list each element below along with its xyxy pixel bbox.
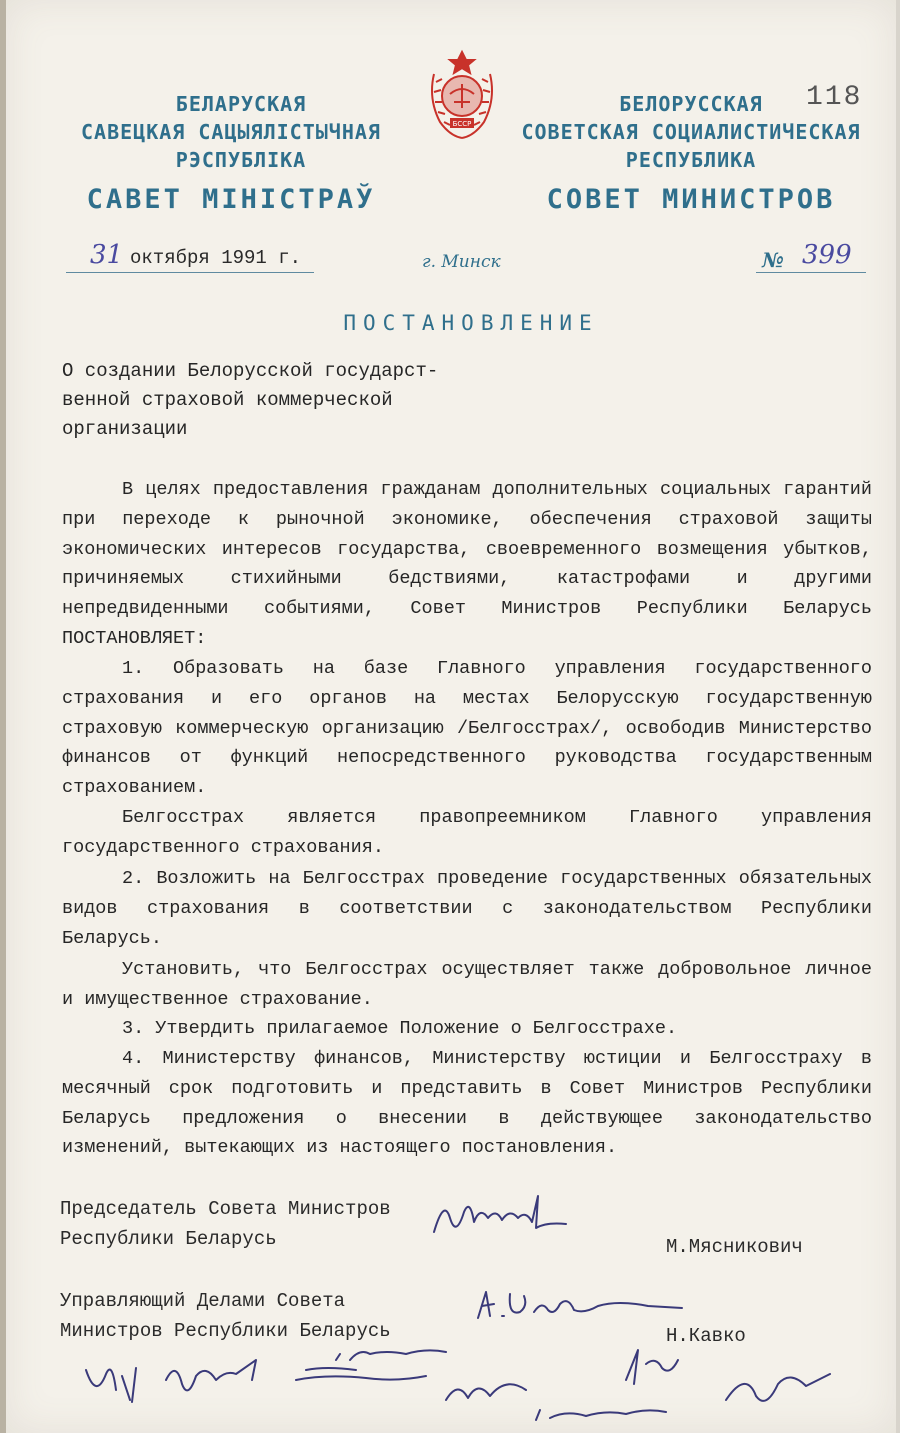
document-type: ПОСТАНОВЛЕНИЕ [343, 311, 599, 335]
signature-2-icon [468, 1282, 698, 1337]
number-underline [756, 272, 866, 273]
header-right-line4: СОВЕТ МИНИСТРОВ [546, 184, 836, 215]
signatory-2-name: Н.Кавко [666, 1325, 746, 1347]
signatory-1-name: М.Мясникович [666, 1236, 803, 1258]
subject-line-3: организации [62, 418, 188, 440]
visa-signatures-icon [66, 1340, 846, 1433]
signatory-1-title-line1: Председатель Совета Министров [60, 1198, 391, 1220]
date-day: 31 [90, 240, 124, 270]
header-left-line4: САВЕТ МІНІСТРАЎ [86, 184, 376, 215]
document-page [6, 0, 896, 1433]
emblem-label: БССР [452, 120, 472, 128]
number-prefix: № [762, 248, 784, 272]
body-paragraph-1: В целях предоставления гражданам дополнительных социальных гарантий при переходе к рыночной экономике, обеспечения страховой защиты экономических интересов государства, своевременного возмещения убытков, причиняемых стихийными бедствиями, катастрофами и другими непредвиденными событиями, Совет Министров Республики Беларусь ПОСТАНОВЛЯЕТ: [62, 479, 872, 649]
signatory-1-title-line2: Республики Беларусь [60, 1228, 277, 1250]
archive-number: 118 [806, 82, 863, 113]
number-value: 399 [802, 240, 852, 270]
city: г. Минск [422, 252, 501, 272]
signature-1-icon [426, 1188, 586, 1253]
date-underline [66, 272, 314, 273]
header-right-line2: СОВЕТСКАЯ СОЦИАЛИСТИЧЕСКАЯ [521, 120, 861, 144]
body-paragraph-5: Установить, что Белгосстрах осуществляет также добровольное личное и имущественное страхование. [62, 959, 872, 1010]
header-left-line3: РЭСПУБЛІКА [175, 148, 307, 172]
header-right-line1: БЕЛОРУССКАЯ [619, 92, 763, 116]
header-left-line2: САВЕЦКАЯ САЦЫЯЛІСТЫЧНАЯ [81, 120, 381, 144]
header-right-line3: РЕСПУБЛИКА [625, 148, 757, 172]
body-paragraph-2: 1. Образовать на базе Главного управления государственного страхования и его органов на местах Белорусскую государственную страховую коммерческую организацию /Белгосстрах/, освободив Министерство финансов от функций непосредственного руководства государственным страхованием. [62, 658, 872, 799]
signatory-2-title-line2: Министров Республики Беларусь [60, 1320, 391, 1342]
subject-line-2: венной страховой коммерческой [62, 389, 393, 411]
signatory-2-title-line1: Управляющий Делами Совета [60, 1290, 346, 1312]
date-text: октября 1991 г. [130, 247, 302, 269]
header-left-line1: БЕЛАРУСКАЯ [175, 92, 307, 116]
body-paragraph-7: 4. Министерству финансов, Министерству юстиции и Белгосстраху в месячный срок подготовить и представить в Совет Министров Республики Беларусь предложения о внесении в действующее законодательство изменений, вытекающих из настоящего постановления. [62, 1048, 872, 1159]
body-paragraph-3: Белгосстрах является правопреемником Главного управления государственного страхования. [62, 807, 872, 858]
body-paragraph-4: 2. Возложить на Белгосстрах проведение государственных обязательных видов страхования в соответствии с законодательством Республики Беларусь. [62, 868, 872, 949]
body-paragraph-6: 3. Утвердить прилагаемое Положение о Белгосстрахе. [122, 1018, 678, 1039]
subject-line-1: О создании Белорусской государст- [62, 360, 439, 382]
emblem-icon [414, 44, 510, 144]
